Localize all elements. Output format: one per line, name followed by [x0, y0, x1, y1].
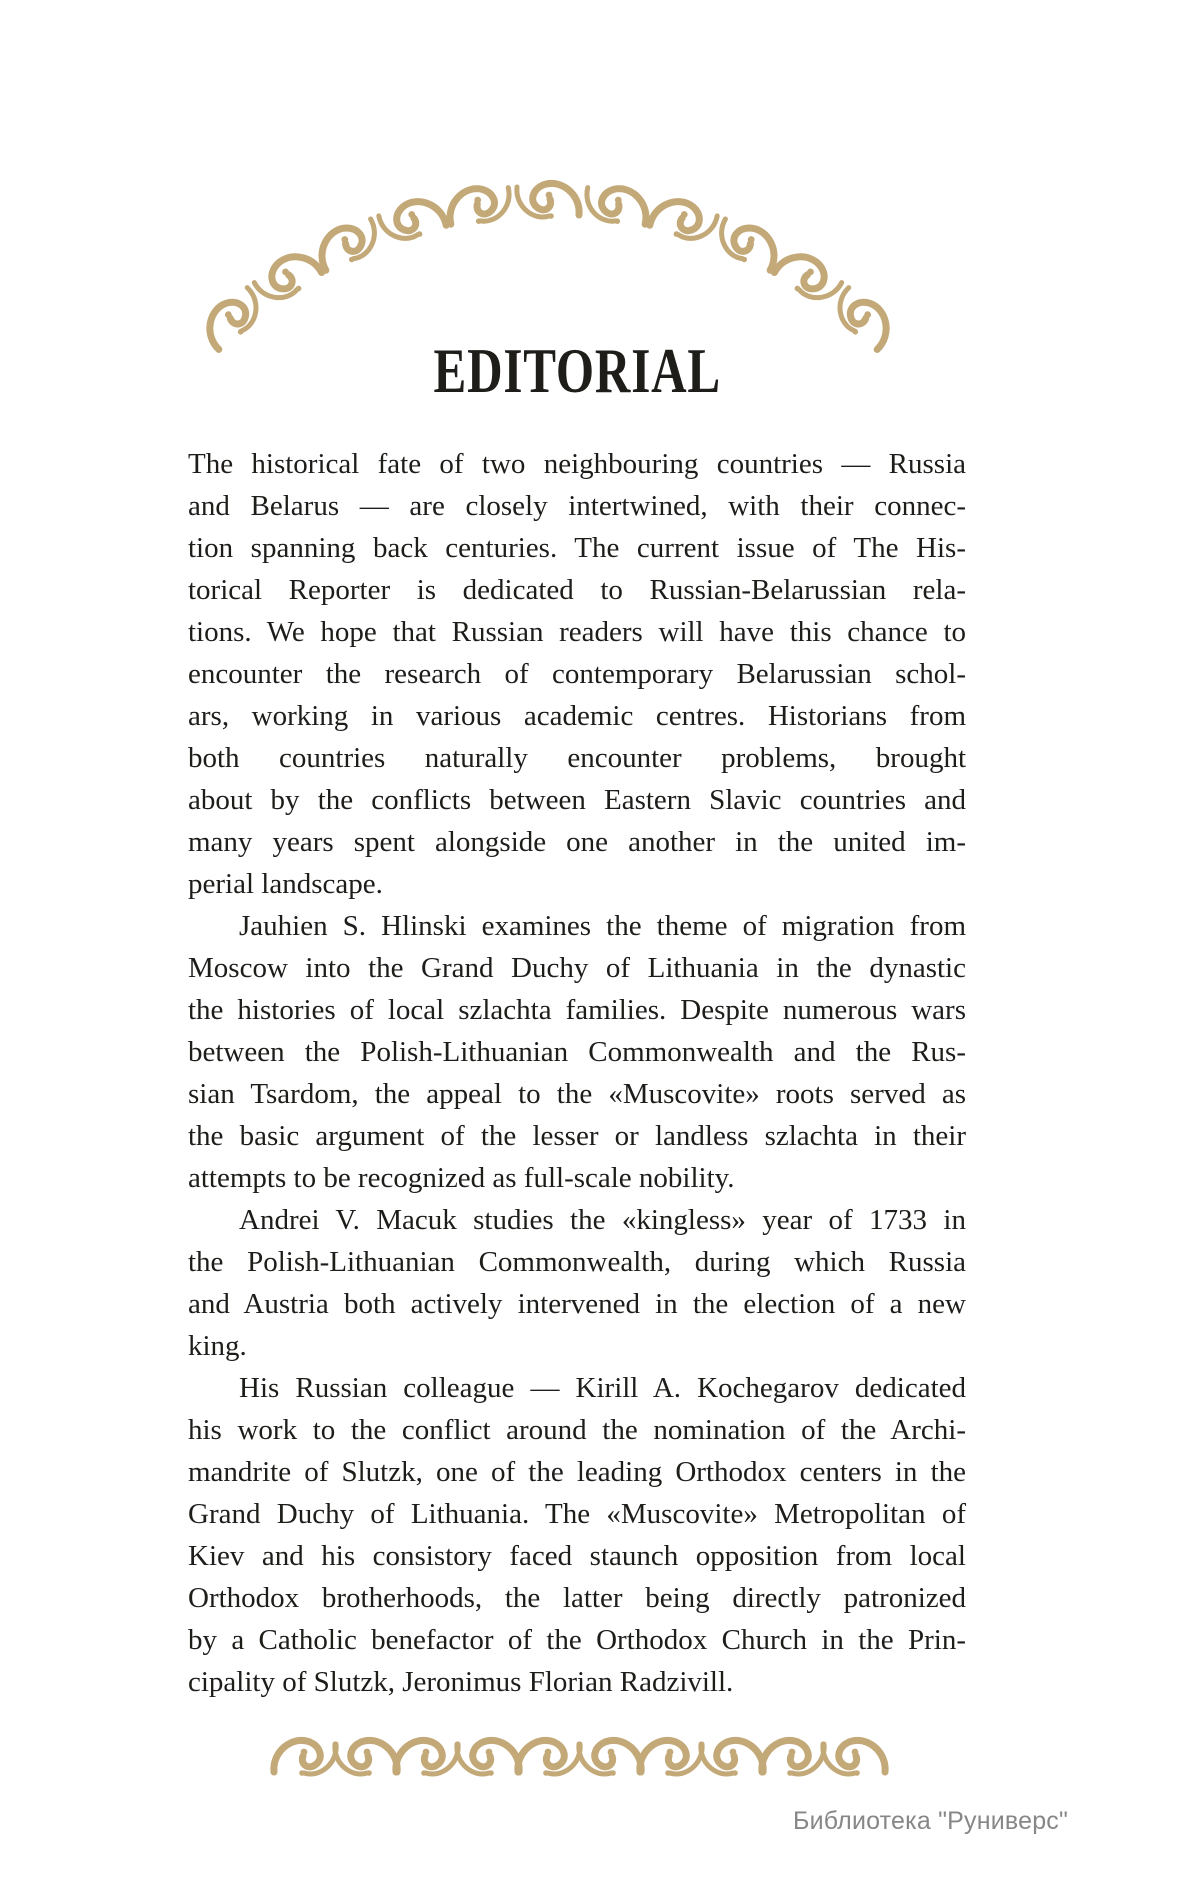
- paragraph: [188, 443, 966, 905]
- text-line: perial landscape.: [188, 868, 383, 900]
- text-line: The historical fate of two neighbouring countries — Russia: [188, 448, 966, 480]
- paragraph: [188, 1199, 966, 1367]
- text-line: His Russian colleague — Kirill A. Kochegarov dedicated: [239, 1372, 966, 1404]
- text-line: and Austria both actively intervened in the election of a new: [188, 1288, 966, 1320]
- text-line: the histories of local szlachta families. Despite numerous wars: [188, 994, 966, 1026]
- text-block: [188, 443, 966, 1703]
- watermark: Библиотека "Руниверс": [793, 1807, 1069, 1835]
- text-line: the Polish-Lithuanian Commonwealth, during which Russia: [188, 1246, 966, 1278]
- bottom-ornament: [274, 1740, 885, 1775]
- text-line: torical Reporter is dedicated to Russian-Belarussian rela-: [188, 574, 966, 606]
- text-line: both countries naturally encounter problems, brought: [188, 742, 966, 774]
- text-line: Grand Duchy of Lithuania. The «Muscovite» Metropolitan of: [188, 1498, 966, 1530]
- text-line: many years spent alongside one another in the united im-: [188, 826, 966, 858]
- text-line: Jauhien S. Hlinski examines the theme of migration from: [239, 910, 966, 942]
- text-line: ars, working in various academic centres. Historians from: [188, 700, 966, 732]
- text-line: between the Polish-Lithuanian Commonwealth and the Rus-: [188, 1036, 966, 1068]
- text-line: about by the conflicts between Eastern Slavic countries and: [188, 784, 966, 816]
- text-line: Andrei V. Macuk studies the «kingless» year of 1733 in: [239, 1204, 966, 1236]
- text-line: Moscow into the Grand Duchy of Lithuania in the dynastic: [188, 952, 966, 984]
- text-line: tion spanning back centuries. The current issue of The His-: [188, 532, 966, 564]
- text-line: and Belarus — are closely intertwined, with their connec-: [188, 490, 966, 522]
- text-line: encounter the research of contemporary Belarussian schol-: [188, 658, 966, 690]
- text-line: his work to the conflict around the nomination of the Archi-: [188, 1414, 966, 1446]
- text-line: tions. We hope that Russian readers will have this chance to: [188, 616, 966, 648]
- page-title: [188, 336, 966, 407]
- text-line: the basic argument of the lesser or landless szlachta in their: [188, 1120, 966, 1152]
- text-line: by a Catholic benefactor of the Orthodox Church in the Prin-: [188, 1624, 966, 1656]
- text-line: Kiev and his consistory faced staunch opposition from local: [188, 1540, 966, 1572]
- text-line: cipality of Slutzk, Jeronimus Florian Radzivill.: [188, 1666, 734, 1698]
- text-line: attempts to be recognized as full-scale nobility.: [188, 1162, 735, 1194]
- text-line: king.: [188, 1330, 247, 1362]
- page-title-text: EDITORIAL: [433, 336, 721, 407]
- top-ornament: [198, 183, 898, 352]
- paragraph: [188, 1367, 966, 1703]
- paragraph: [188, 905, 966, 1199]
- text-line: mandrite of Slutzk, one of the leading Orthodox centers in the: [188, 1456, 966, 1488]
- text-line: Orthodox brotherhoods, the latter being directly patronized: [188, 1582, 966, 1614]
- text-line: sian Tsardom, the appeal to the «Muscovite» roots served as: [188, 1078, 966, 1110]
